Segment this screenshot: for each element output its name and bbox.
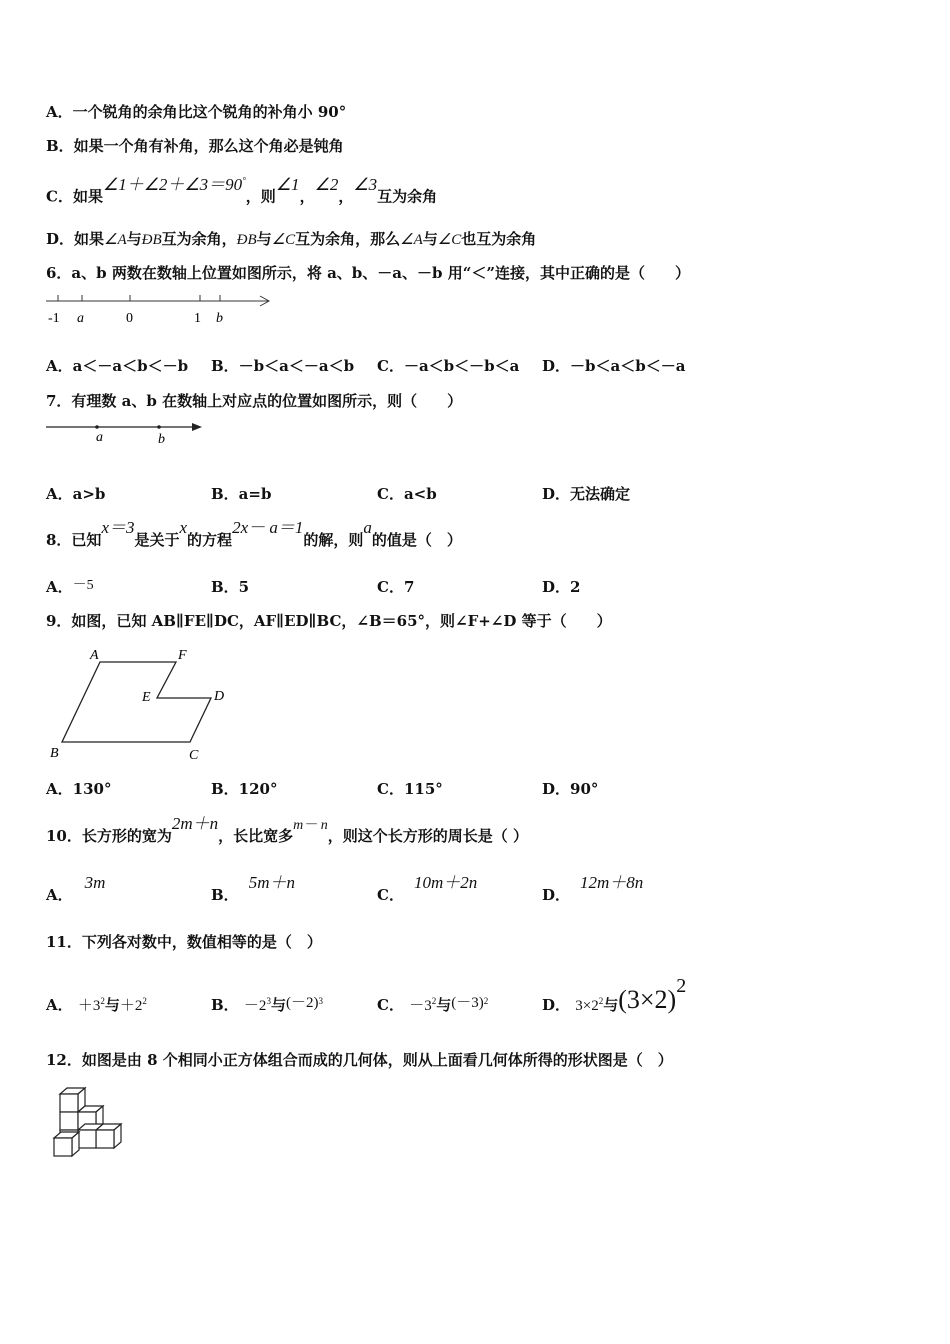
- q8-option-b: B．5: [211, 578, 250, 596]
- q10-option-d: D．12m＋8n: [542, 873, 644, 904]
- q9-option-c: C．115°: [377, 780, 443, 798]
- q9-figure-hexagon: [44, 643, 244, 768]
- q8-math-x-eq-3: x＝3: [101, 518, 135, 537]
- q7-option-c: C．a<b: [377, 485, 437, 503]
- q9-option-a: A．130°: [46, 780, 112, 798]
- q12-cube-figure: [48, 1086, 138, 1162]
- q11-option-d: D． $3\times 2^2$与(3×2)2: [542, 975, 687, 1014]
- q5-option-c: C．如果∠1＋∠2＋∠3＝90°，则∠1，∠2，∠3互为余角: [46, 174, 438, 206]
- axis-label-1: 1: [194, 311, 201, 326]
- axis-label-neg1: -1: [48, 311, 60, 326]
- q7-option-d: D．无法确定: [542, 485, 631, 503]
- q8-math-equation: 2x－ a＝1: [232, 518, 304, 537]
- axis-label-a: a: [77, 311, 84, 326]
- label-a: A: [90, 648, 99, 663]
- q10-diff-expr: m－ n: [293, 818, 328, 833]
- q5-option-b: B．如果一个角有补角，那么这个角必是钝角: [46, 137, 344, 155]
- q10-stem: 10．长方形的宽为2m＋n，长比宽多m－ n，则这个长方形的周长是（ ）: [46, 814, 529, 845]
- q7-stem: 7．有理数 a、b 在数轴上对应点的位置如图所示，则（ ）: [46, 392, 463, 410]
- q6-option-c: C．－a＜b＜－b＜a: [377, 357, 520, 375]
- q9-option-d: D．90°: [542, 780, 599, 798]
- label-f: F: [178, 648, 187, 663]
- q7-option-a: A．a>b: [46, 485, 106, 503]
- q10-option-a: A．3m: [46, 873, 106, 904]
- q8-math-a: a: [363, 518, 372, 537]
- q8-option-c: C．7: [377, 578, 415, 596]
- axis-label-b: b: [158, 432, 165, 447]
- q11-option-a: A． $+3^2$与$+2^2$: [46, 996, 147, 1014]
- q6-number-line: [44, 290, 274, 330]
- q9-stem: 9．如图，已知 AB∥FE∥DC，AF∥ED∥BC，∠B＝65°，则∠F+∠D 等于（ ）: [46, 612, 612, 630]
- q6-stem: 6．a、b 两数在数轴上位置如图所示，将 a、b、－a、－b 用“＜”连接，其中正确的是（ ）: [46, 264, 690, 282]
- q8-option-d: D．2: [542, 578, 581, 596]
- q5-option-d: D．如果∠A与ÐB互为余角，ÐB与∠C互为余角，那么∠A与∠C也互为余角: [46, 230, 537, 248]
- q5-option-a: A．一个锐角的余角比这个锐角的补角小 90°: [46, 103, 347, 121]
- angle-3: ∠3: [353, 174, 378, 194]
- q11-option-b: B． $-2^3$与$(-2)^3$: [211, 995, 323, 1014]
- axis-label-a: a: [96, 430, 103, 445]
- label-c: C: [189, 748, 199, 763]
- q11-option-c: C． $-3^2$与$(-3)^2$: [377, 995, 489, 1014]
- label-d: D: [214, 689, 225, 704]
- q10-option-c: C．10m＋2n: [377, 873, 478, 904]
- q10-width-expr: 2m＋n: [171, 814, 219, 833]
- q12-stem: 12．如图是由 8 个相同小正方体组合而成的几何体，则从上面看几何体所得的形状图是（ ）: [46, 1051, 673, 1069]
- axis-label-b: b: [216, 311, 223, 326]
- q9-option-b: B．120°: [211, 780, 278, 798]
- q8-stem: 8．已知x＝3是关于x的方程2x－ a＝1的解，则a的值是（ ）: [46, 518, 462, 549]
- q11-stem: 11．下列各对数中，数值相等的是（ ）: [46, 933, 322, 951]
- angle-2: ∠2: [314, 174, 339, 194]
- label-b: B: [50, 746, 59, 761]
- q8-math-x: x: [179, 518, 188, 537]
- q6-option-b: B．－b＜a＜－a＜b: [211, 357, 355, 375]
- angle-1: ∠1: [275, 174, 300, 194]
- q7-option-b: B．a=b: [211, 485, 272, 503]
- q10-option-b: B．5m＋n: [211, 873, 295, 904]
- q5c-equation: ∠1＋∠2＋∠3＝90°: [102, 174, 246, 194]
- q7-number-line: [44, 418, 214, 450]
- axis-label-0: 0: [126, 311, 133, 326]
- q8-option-a: A．－5: [46, 578, 94, 596]
- q6-option-a: A．a＜－a＜b＜－b: [46, 357, 189, 375]
- label-e: E: [142, 690, 151, 705]
- q6-option-d: D．－b＜a＜b＜－a: [542, 357, 686, 375]
